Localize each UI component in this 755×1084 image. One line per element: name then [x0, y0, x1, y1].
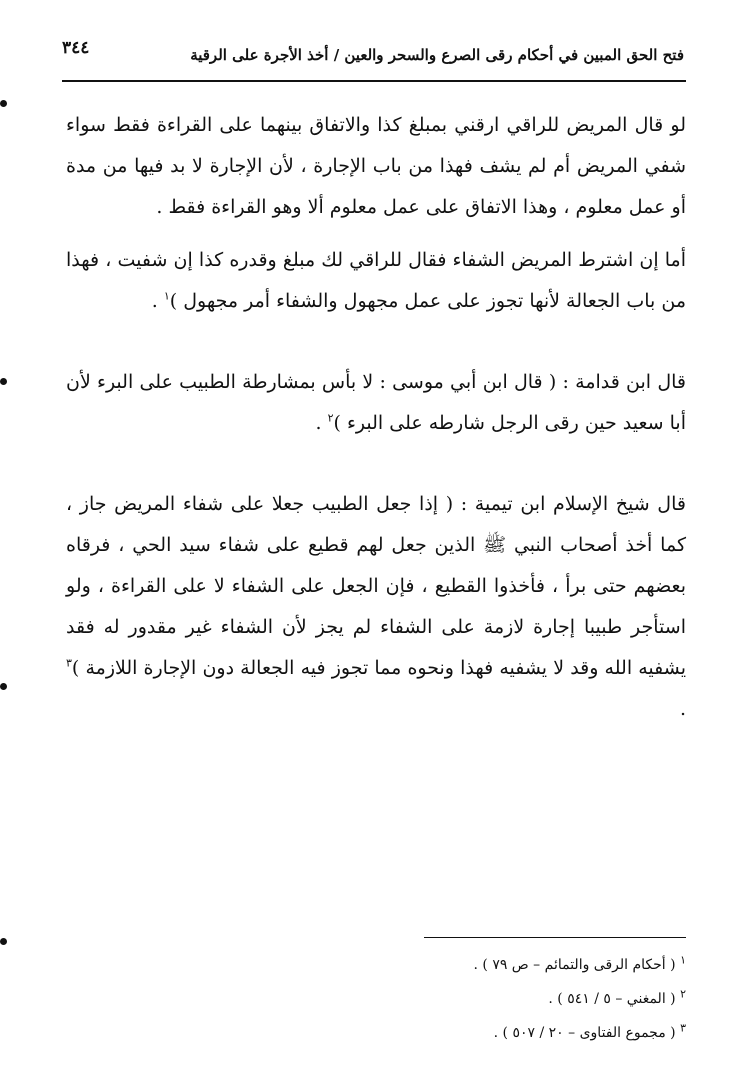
binding-hole-mark: [0, 938, 7, 945]
footnote-number: ٣: [680, 1021, 686, 1035]
paragraph-3-text: قال ابن قدامة : ( قال ابن أبي موسى : لا بأس بمشارطة الطبيب على البرء لأن أبا سعيد حين رقى الرجل شارطه على البرء ): [66, 371, 686, 434]
running-title: فتح الحق المبين في أحكام رقى الصرع والسحر والعين / أخذ الأجرة على الرقية: [190, 46, 684, 64]
binding-hole-mark: [0, 100, 7, 107]
paragraph-1-text: لو قال المريض للراقي ارقني بمبلغ كذا والاتفاق بينهما على القراءة فقط سواء شفي المريض أم لم يشف فهذا من باب الإجارة ، لأن الإجارة لا بد فيها من مدة أو عمل معلوم ، وهذا الاتفاق على عمل معلوم ألا وهو القراءة فقط .: [66, 114, 686, 218]
paragraph-4-end: .: [679, 698, 686, 720]
paragraph-2-text: أما إن اشترط المريض الشفاء فقال للراقي لك مبلغ وقدره كذا إن شفيت ، فهذا من باب الجعالة لأنها تجوز على عمل مجهول والشفاء أمر مجهول ): [66, 249, 686, 312]
footnote-3: [386, 1016, 686, 1050]
footnote-number: ٢: [680, 987, 686, 1001]
paragraph-spacer: [66, 322, 686, 362]
paragraph-3-end: .: [315, 412, 328, 434]
footnote-1: [386, 948, 686, 982]
paragraph-2-end: .: [151, 290, 164, 312]
footnote-rule: [424, 937, 686, 938]
binding-hole-mark: [0, 683, 7, 690]
footnote-text: ( المغني – ٥ / ٥٤١ ) .: [548, 991, 676, 1007]
binding-hole-mark: [0, 378, 7, 385]
footnote-2: [386, 982, 686, 1016]
footnote-ref-2: ٢: [327, 411, 334, 425]
paragraph-1: [66, 105, 686, 228]
page-header: [62, 38, 684, 78]
footnote-number: ١: [680, 953, 686, 967]
paragraph-spacer: [66, 444, 686, 484]
paragraph-4: [66, 484, 686, 730]
paragraph-spacer: [66, 228, 686, 240]
footnote-text: ( مجموع الفتاوى – ٢٠ / ٥٠٧ ) .: [493, 1025, 676, 1041]
paragraph-3: [66, 362, 686, 444]
footnotes: [386, 948, 686, 1050]
paragraph-4-text: قال شيخ الإسلام ابن تيمية : ( إذا جعل الطبيب جعلا على شفاء المريض جاز ، كما أخذ أصحاب النبي ﷺ الذين جعل لهم قطيع على شفاء سيد الحي ، فرقاه بعضهم حتى برأ ، فأخذوا القطيع ، فإن الجعل على الشفاء لا على القراءة ، ولو استأجر طبيبا إجارة لازمة على الشفاء لم يجز لأن الشفاء غير مقدور له فقد يشفيه الله وقد لا يشفيه فهذا ونحوه مما تجوز فيه الجعالة دون الإجارة اللازمة ): [66, 493, 686, 679]
main-text: [66, 105, 686, 730]
footnote-ref-3: ٣: [66, 656, 72, 670]
footnote-text: ( أحكام الرقى والتمائم – ص ٧٩ ) .: [473, 957, 676, 973]
page-number: ٣٤٤: [62, 38, 90, 58]
paragraph-2: [66, 240, 686, 322]
header-rule: [62, 80, 686, 82]
footnote-ref-1: ١: [163, 289, 170, 303]
